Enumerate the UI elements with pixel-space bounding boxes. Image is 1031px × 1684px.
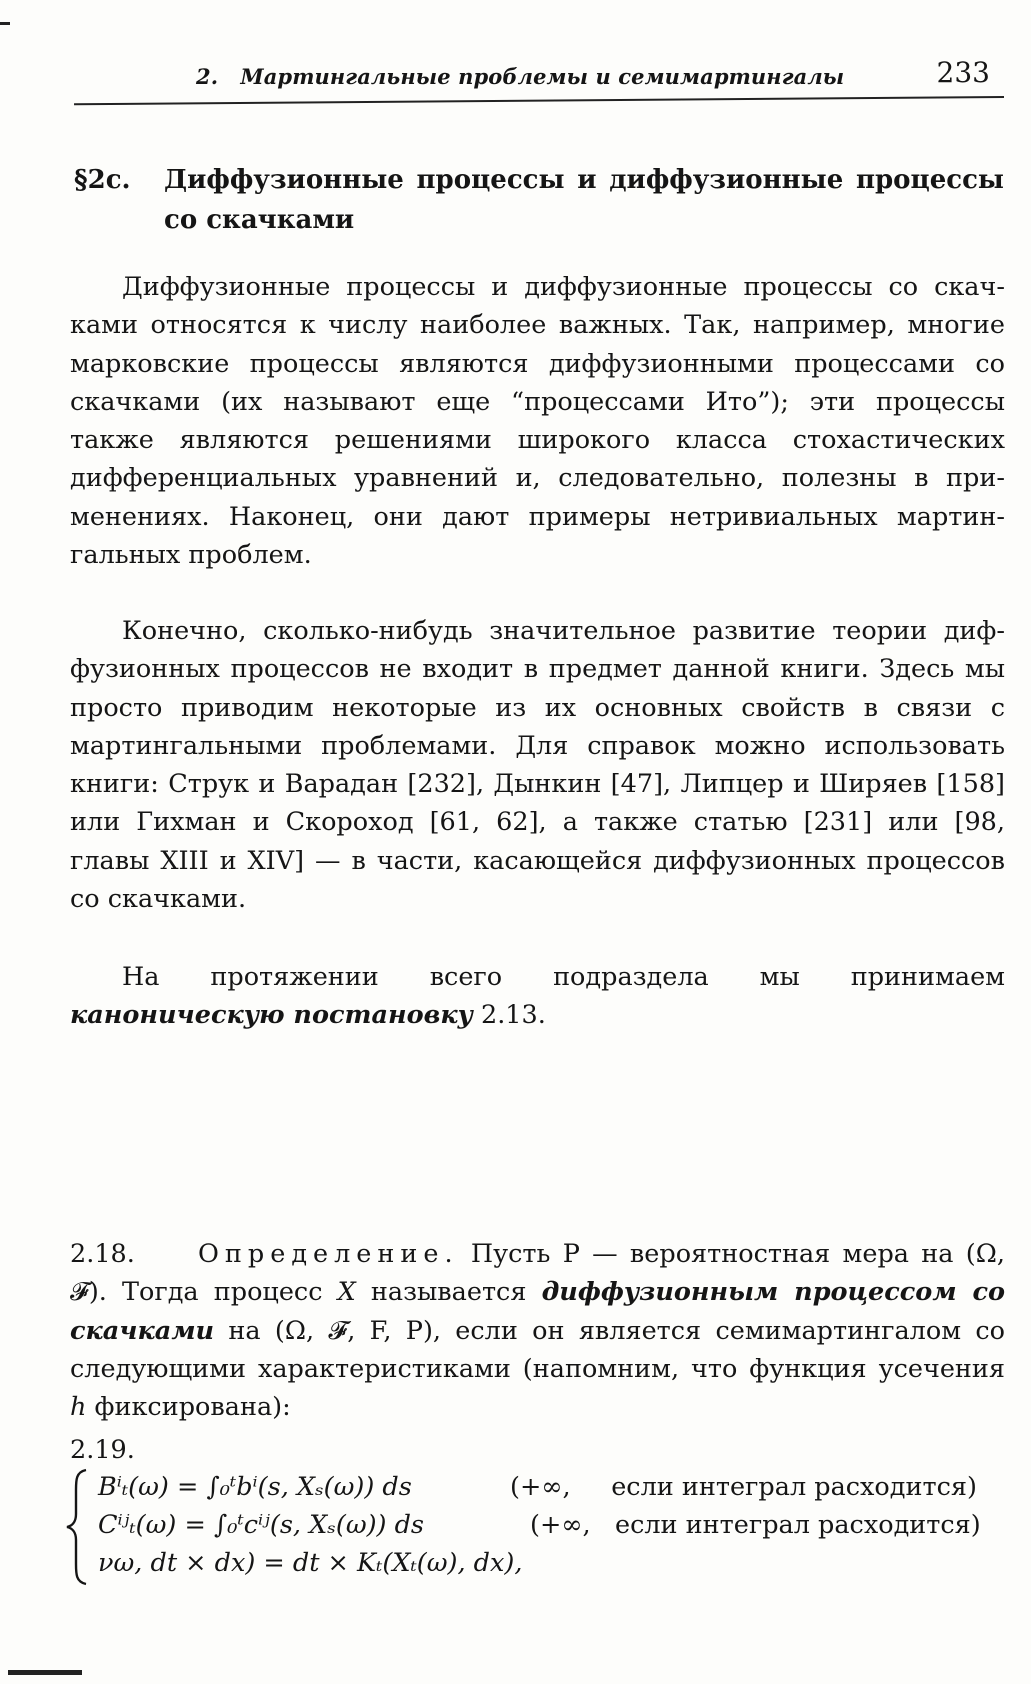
- paragraph-2: Конечно, сколько-нибудь значительное развитие теории диффузионных процессов не входит в предмет данной книги. Здесь мы просто приводим некоторые из их основных свойств в связи с мартингальными проблемами. Для справок можно использовать книги: Струк и Варадан [232], Дынкин [47], Липцер и Ширяев [158] или Гихман и Скороход [61, 62], а также статью [231] или [98, главы XIII и XIV] — в части, касающейся диффузионных процессов со скачками.: [70, 616, 1005, 915]
- equation-2-formula: Cⁱʲₜ(ω) = ∫₀ᵗcⁱʲ(s, Xₛ(ω)) ds: [98, 1510, 425, 1540]
- definition: [70, 1235, 1005, 1426]
- paragraph-3-emphasis: каноническую постановку: [70, 1000, 473, 1031]
- header-rule: [74, 96, 1004, 105]
- running-title: 2. Мартингальные проблемы и семимартингалы: [196, 64, 845, 89]
- paragraph-1: Диффузионные процессы и диффузионные процессы со скачками относятся к числу наиболее важных. Так, например, многие марковские процессы являются диффузионными процессами со скачками (их называют еще “процессами Ито”); эти процессы также являются решениями широкого класса стохастических дифференциальных уравнений и, следовательно, полезны в применениях. Наконец, они дают примеры нетривиальных мартингальных проблем.: [70, 272, 1005, 571]
- definition-var-x: X: [337, 1277, 356, 1308]
- equation-2-note: (+∞, если интеграл расходится): [530, 1510, 981, 1540]
- equation-brace: [64, 1468, 90, 1586]
- page-header: [74, 50, 1004, 90]
- page-number: 233: [936, 56, 990, 89]
- scan-corner-mark: [0, 22, 10, 25]
- definition-text-4: фиксирована):: [86, 1392, 291, 1423]
- equation-label: 2.19.: [70, 1435, 135, 1465]
- definition-var-h: h: [70, 1392, 87, 1423]
- definition-number: 2.18.: [70, 1239, 135, 1269]
- equation-1-formula: Bⁱₜ(ω) = ∫₀ᵗbⁱ(s, Xₛ(ω)) ds: [98, 1472, 412, 1502]
- definition-text-2: называется: [355, 1277, 542, 1308]
- paragraph-3-ref: 2.13.: [472, 1000, 546, 1031]
- equation-3-formula: νω, dt × dx) = dt × Kₜ(Xₜ(ω), dx),: [98, 1548, 523, 1578]
- section-number: §2с.: [74, 165, 131, 195]
- equation-line-2: [98, 1510, 981, 1540]
- paragraph-3: [70, 958, 1005, 1035]
- equation-line-3: [98, 1548, 522, 1578]
- section-title: Диффузионные процессы и диффузионные процессы со скачками: [164, 165, 1004, 235]
- equation-1-note: (+∞, если интеграл расходится): [510, 1472, 977, 1502]
- definition-text-1: Пусть P — вероятностная мера на (Ω, 𝓕). Тогда процесс: [70, 1239, 1005, 1308]
- equation-line-1: [98, 1472, 977, 1502]
- scan-bottom-mark: [8, 1670, 82, 1675]
- paragraph-3-text: На протяжении всего подраздела мы принимаем: [122, 962, 1005, 992]
- definition-label: Определение.: [198, 1239, 459, 1269]
- definition-text-3: на (Ω, 𝓕, F, P), если он является семимартингалом со следующими характеристиками (напомним, что функция усечения: [70, 1315, 1005, 1384]
- definition-term: диффузионным процессом со скачками: [70, 1277, 1005, 1346]
